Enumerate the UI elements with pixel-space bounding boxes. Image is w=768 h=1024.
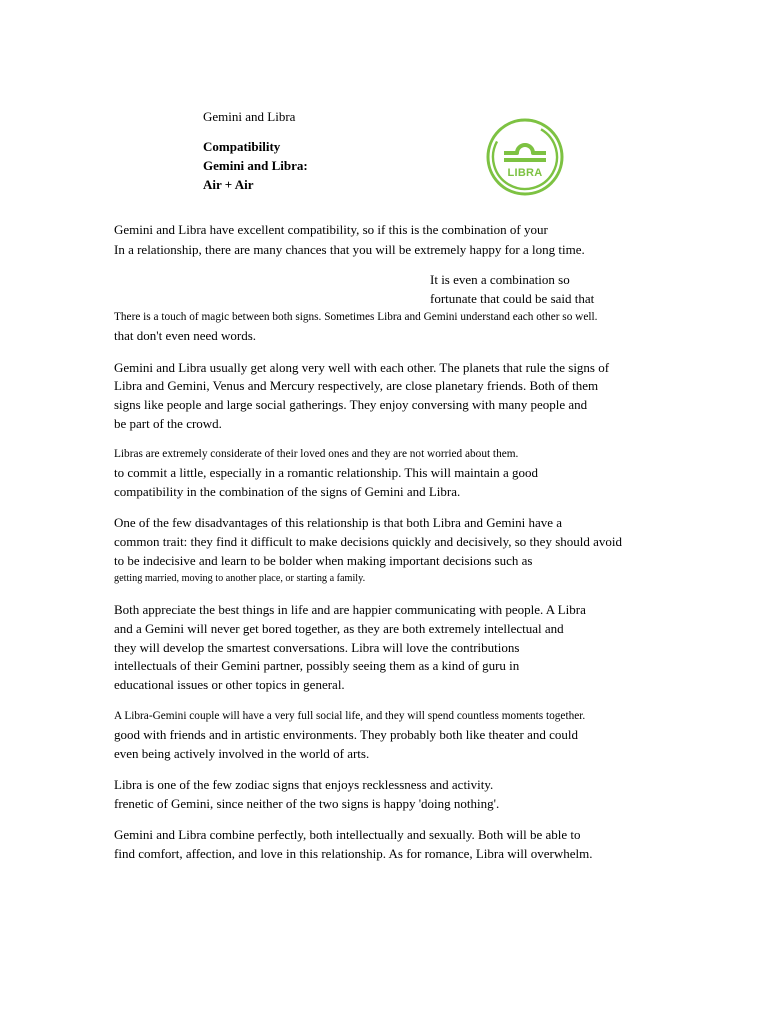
logo-label: LIBRA [507,167,543,179]
body-line: that don't even need words. [114,328,257,343]
body-line: It is even a combination so [430,272,570,287]
body-line: Libra and Gemini, Venus and Mercury respectively, are close planetary friends. Both of them [114,378,599,393]
body-line: they will develop the smartest conversations. Libra will love the contributions [114,640,520,655]
body-line: getting married, moving to another place, or starting a family. [114,573,366,584]
body-line: compatibility in the combination of the signs of Gemini and Libra. [114,484,461,499]
body-line: to be indecisive and learn to be bolder when making important decisions such as [114,553,533,568]
body-line: One of the few disadvantages of this relationship is that both Libra and Gemini have a [114,515,563,530]
compatibility-heading: Compatibility [203,139,281,154]
body-line: Libra is one of the few zodiac signs that enjoys recklessness and activity. [114,777,494,792]
body-line: fortunate that could be said that [430,291,595,306]
body-line: find comfort, affection, and love in this relationship. As for romance, Libra will overwhelm. [114,846,593,861]
body-line: In a relationship, there are many chances that you will be extremely happy for a long time. [114,242,585,257]
body-line: A Libra-Gemini couple will have a very full social life, and they will spend countless moments together. [114,710,586,722]
body-line: to commit a little, especially in a romantic relationship. This will maintain a good [114,465,538,480]
body-line: Libras are extremely considerate of their loved ones and they are not worried about them. [114,448,519,460]
body-line: and a Gemini will never get bored together, as they are both extremely intellectual and [114,621,564,636]
body-line: Gemini and Libra combine perfectly, both intellectually and sexually. Both will be able to [114,827,581,842]
page-title: Gemini and Libra [203,109,296,124]
elements-heading: Air + Air [203,177,254,192]
body-line: Both appreciate the best things in life and are happier communicating with people. A Libra [114,602,586,617]
pair-heading: Gemini and Libra: [203,158,308,173]
body-line: be part of the crowd. [114,416,222,431]
body-line: There is a touch of magic between both signs. Sometimes Libra and Gemini understand each other so well. [114,311,598,323]
libra-zodiac-icon [486,118,564,196]
body-line: even being actively involved in the world of arts. [114,746,370,761]
body-line: Gemini and Libra have excellent compatibility, so if this is the combination of your [114,222,548,237]
body-line: frenetic of Gemini, since neither of the two signs is happy 'doing nothing'. [114,796,500,811]
body-line: common trait: they find it difficult to make decisions quickly and decisively, so they should avoid [114,534,622,549]
body-line: signs like people and large social gatherings. They enjoy conversing with many people and [114,397,588,412]
body-line: Gemini and Libra usually get along very well with each other. The planets that rule the signs of [114,360,610,375]
body-line: intellectuals of their Gemini partner, possibly seeing them as a kind of guru in [114,658,520,673]
body-line: good with friends and in artistic environments. They probably both like theater and could [114,727,579,742]
body-line: educational issues or other topics in general. [114,677,345,692]
